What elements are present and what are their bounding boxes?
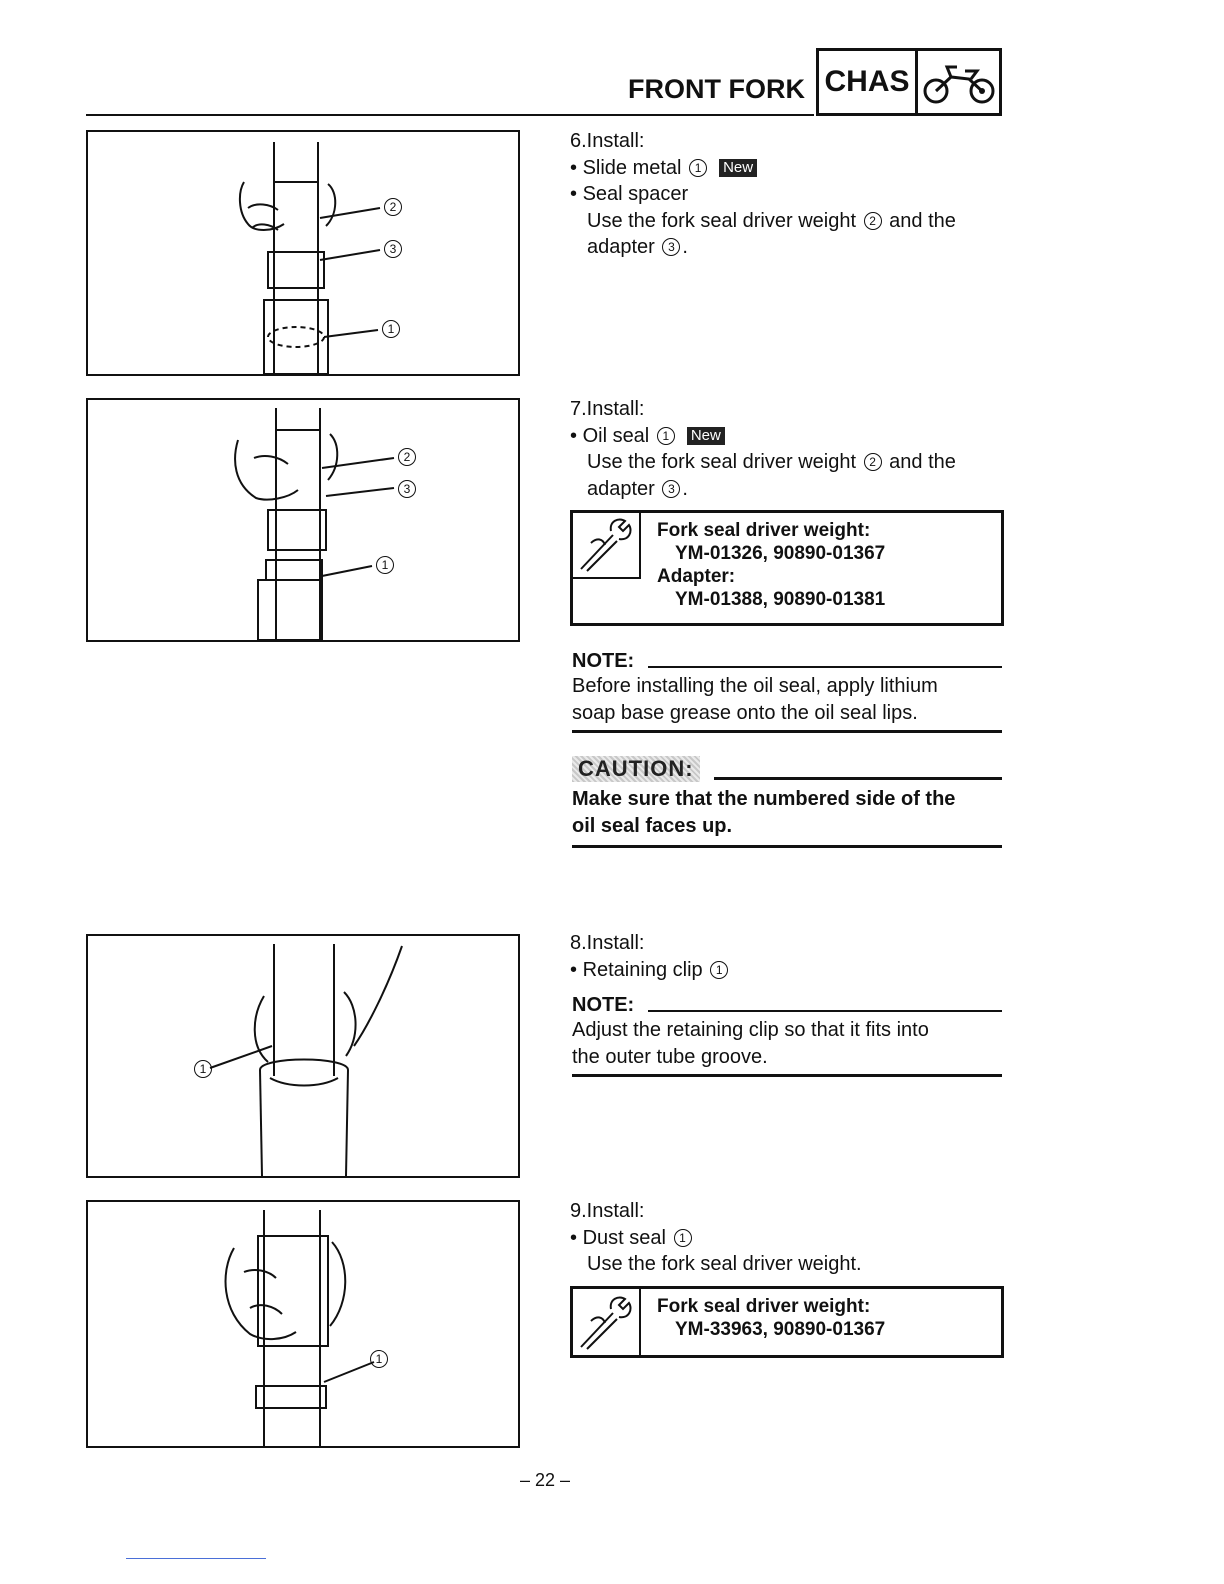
desc-text: and the bbox=[889, 451, 956, 473]
callout-1: 1 bbox=[382, 320, 400, 338]
desc-text: Use the fork seal driver weight bbox=[587, 209, 857, 232]
description: adapter 3 . bbox=[587, 236, 688, 258]
bullet-item: • Dust seal 1 bbox=[570, 1225, 1010, 1252]
description bbox=[570, 449, 1010, 476]
ref-1: 1 bbox=[657, 427, 675, 445]
step-title: 8.Install: bbox=[570, 932, 645, 954]
figure-retaining-clip bbox=[86, 934, 520, 1178]
bullet-text: Dust seal bbox=[582, 1226, 666, 1249]
desc-text: adapter bbox=[587, 477, 655, 500]
note-block bbox=[572, 994, 1002, 1077]
ref-3: 3 bbox=[662, 480, 680, 498]
caution-line: Make sure that the numbered side of the bbox=[572, 788, 956, 810]
note-line: the outer tube groove. bbox=[572, 1045, 768, 1068]
tool-text bbox=[657, 519, 885, 611]
bullet-item: • Slide metal 1 New bbox=[570, 155, 1010, 182]
note-line: Adjust the retaining clip so that it fits into bbox=[572, 1019, 929, 1041]
tool-label: Fork seal driver weight: bbox=[657, 520, 871, 541]
tool-part-number: YM-33963, 90890-01367 bbox=[675, 1319, 886, 1340]
wrench-icon bbox=[573, 513, 641, 579]
tool-label: Adapter: bbox=[657, 566, 736, 587]
bullet-item: • Seal spacer bbox=[570, 183, 689, 205]
caution-label: CAUTION: bbox=[572, 756, 700, 782]
note-block bbox=[572, 650, 1002, 733]
new-badge: New bbox=[719, 159, 757, 177]
note-end-rule bbox=[572, 730, 1002, 733]
description: Use the fork seal driver weight. bbox=[587, 1253, 862, 1275]
caution-line: oil seal faces up. bbox=[572, 814, 733, 837]
step-7 bbox=[570, 396, 1010, 502]
page-number: – 22 – bbox=[519, 1470, 571, 1490]
caution-rule bbox=[714, 777, 1002, 780]
bullet-text: Oil seal bbox=[582, 424, 650, 447]
bullet-text: Seal spacer bbox=[582, 183, 689, 205]
section-label: CHAS bbox=[819, 51, 918, 113]
new-badge: New bbox=[687, 427, 725, 445]
motorcycle-icon bbox=[918, 51, 999, 113]
caution-text bbox=[572, 786, 1002, 839]
bullet-item: • Oil seal 1 New bbox=[570, 423, 1010, 450]
bullet-text: Slide metal bbox=[582, 156, 682, 179]
tool-text bbox=[657, 1295, 885, 1341]
figure-slide-metal bbox=[86, 130, 520, 376]
page-title: FRONT FORK bbox=[628, 74, 805, 104]
desc-text: and the bbox=[889, 209, 956, 232]
note-rule bbox=[648, 666, 1002, 668]
callout-1: 1 bbox=[376, 556, 394, 574]
ref-2: 2 bbox=[864, 453, 882, 471]
description: adapter 3 . bbox=[587, 477, 688, 500]
caution-block bbox=[572, 756, 1002, 848]
ref-1: 1 bbox=[689, 159, 707, 177]
figure-dust-seal bbox=[86, 1200, 520, 1448]
callout-2: 2 bbox=[384, 198, 402, 216]
special-tool-box bbox=[570, 510, 1004, 626]
callout-3: 3 bbox=[398, 480, 416, 498]
callout-3: 3 bbox=[384, 240, 402, 258]
callout-1: 1 bbox=[370, 1350, 388, 1368]
bullet-text: Retaining clip bbox=[582, 958, 703, 981]
footer-link-line bbox=[126, 1558, 266, 1559]
description bbox=[570, 208, 1010, 235]
ref-2: 2 bbox=[864, 212, 882, 230]
step-6 bbox=[570, 128, 1010, 261]
header-rule bbox=[86, 114, 814, 116]
step-title: 6.Install: bbox=[570, 130, 645, 152]
note-text bbox=[572, 673, 1002, 726]
note-label: NOTE: bbox=[572, 994, 635, 1016]
ref-3: 3 bbox=[662, 238, 680, 256]
step-8 bbox=[570, 930, 1010, 983]
bullet-item: • Retaining clip 1 bbox=[570, 957, 1010, 984]
ref-1: 1 bbox=[674, 1229, 692, 1247]
desc-text: Use the fork seal driver weight bbox=[587, 451, 857, 473]
note-rule bbox=[648, 1010, 1002, 1012]
note-line: Before installing the oil seal, apply lithium bbox=[572, 675, 938, 697]
section-badge bbox=[816, 48, 1002, 116]
special-tool-box bbox=[570, 1286, 1004, 1358]
note-end-rule bbox=[572, 1074, 1002, 1077]
wrench-icon bbox=[573, 1289, 641, 1357]
tool-label: Fork seal driver weight: bbox=[657, 1296, 871, 1317]
caution-end-rule bbox=[572, 845, 1002, 848]
note-text bbox=[572, 1017, 1002, 1070]
tool-part-number: YM-01388, 90890-01381 bbox=[675, 589, 886, 610]
note-label: NOTE: bbox=[572, 650, 635, 672]
step-9 bbox=[570, 1198, 1010, 1278]
callout-2: 2 bbox=[398, 448, 416, 466]
tool-part-number: YM-01326, 90890-01367 bbox=[675, 543, 886, 564]
desc-text: adapter bbox=[587, 236, 655, 258]
figure-oil-seal bbox=[86, 398, 520, 642]
callout-1: 1 bbox=[194, 1060, 212, 1078]
step-title: 9.Install: bbox=[570, 1200, 645, 1222]
step-title: 7.Install: bbox=[570, 398, 645, 420]
note-line: soap base grease onto the oil seal lips. bbox=[572, 701, 918, 724]
ref-1: 1 bbox=[710, 961, 728, 979]
